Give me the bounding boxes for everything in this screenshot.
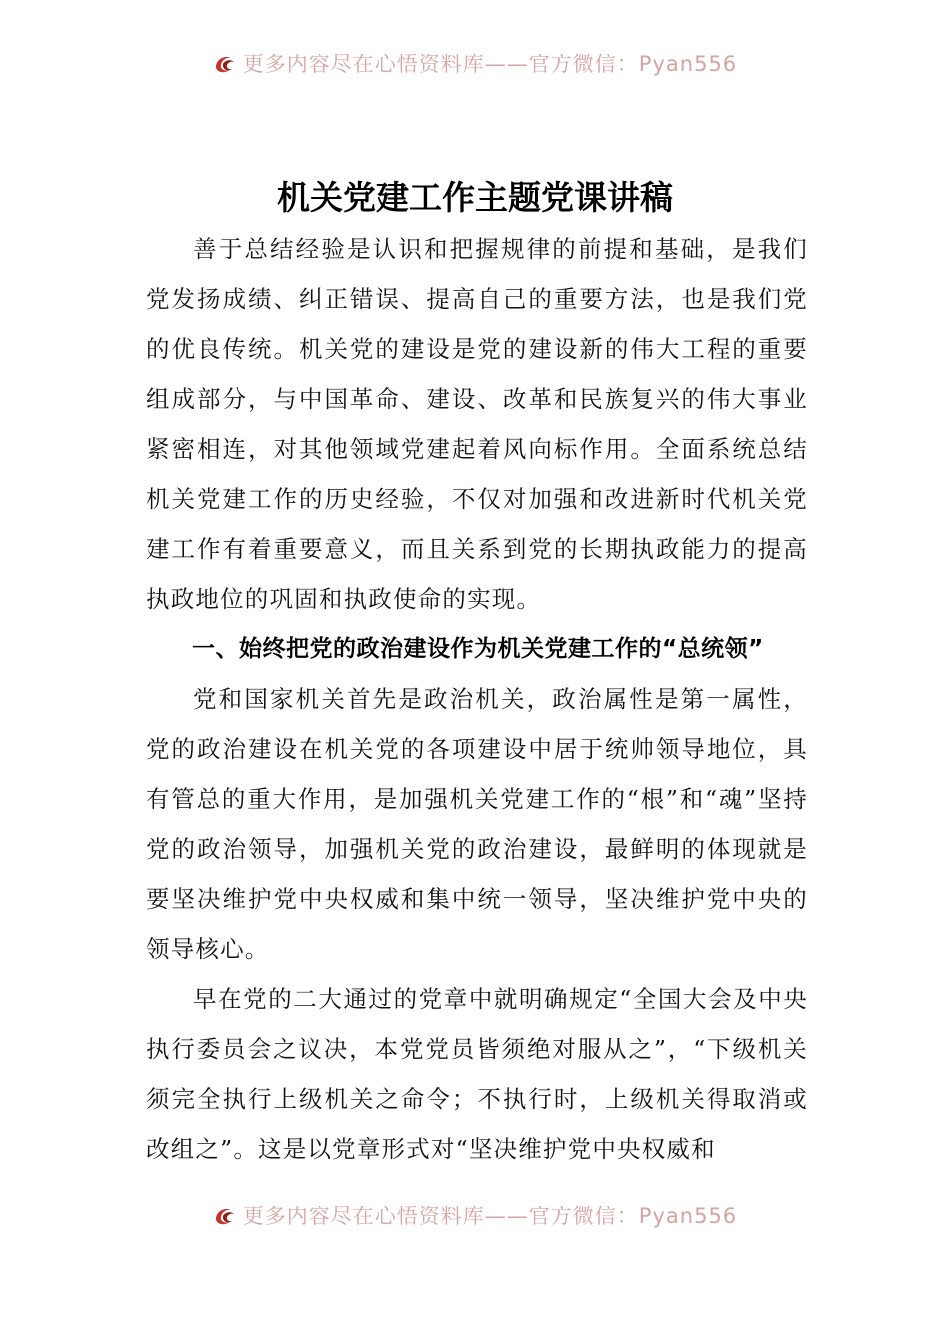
watermark-text: 更多内容尽在心悟资料库——官方微信：Pyan556 — [242, 54, 738, 76]
section-1-paragraph-2: 早在党的二大通过的党章中就明确规定“全国大会及中央执行委员会之议决，本党党员皆须绝对服从之”，“下级机关须完全执行上级机关之命令；不执行时，上级机关得取消或改组之”。这是以党章形式对“坚决维护党中央权威和 — [146, 985, 808, 1163]
watermark-top — [0, 54, 950, 84]
document-title: 机关党建工作主题党课讲稿 — [277, 178, 673, 217]
watermark-inner — [213, 54, 737, 78]
section-heading-1: 一、始终把党的政治建设作为机关党建工作的“总统领” — [192, 636, 764, 662]
watermark-bottom — [0, 1206, 950, 1236]
section-1-paragraph-1: 党和国家机关首先是政治机关，政治属性是第一属性，党的政治建设在机关党的各项建设中居于统帅领导地位，具有管总的重大作用，是加强机关党建工作的“根”和“魂”坚持党的政治领导，加强机关党的政治建设，最鲜明的体现就是要坚决维护党中央权威和集中统一领导，坚决维护党中央的领导核心。 — [146, 685, 808, 963]
watermark-text: 更多内容尽在心悟资料库——官方微信：Pyan556 — [242, 1206, 738, 1228]
watermark-inner — [213, 1206, 737, 1230]
watermark-logo-icon — [213, 1206, 237, 1227]
intro-paragraph: 善于总结经验是认识和把握规律的前提和基础，是我们党发扬成绩、纠正错误、提高自己的重要方法，也是我们党的优良传统。机关党的建设是党的建设新的伟大工程的重要组成部分，与中国革命、建设、改革和民族复兴的伟大事业紧密相连，对其他领域党建起着风向标作用。全面系统总结机关党建工作的历史经验，不仅对加强和改进新时代机关党建工作有着重要意义，而且关系到党的长期执政能力的提高执政地位的巩固和执政使命的实现。 — [146, 235, 808, 613]
document-body — [146, 224, 808, 1174]
watermark-logo-icon — [213, 54, 237, 75]
